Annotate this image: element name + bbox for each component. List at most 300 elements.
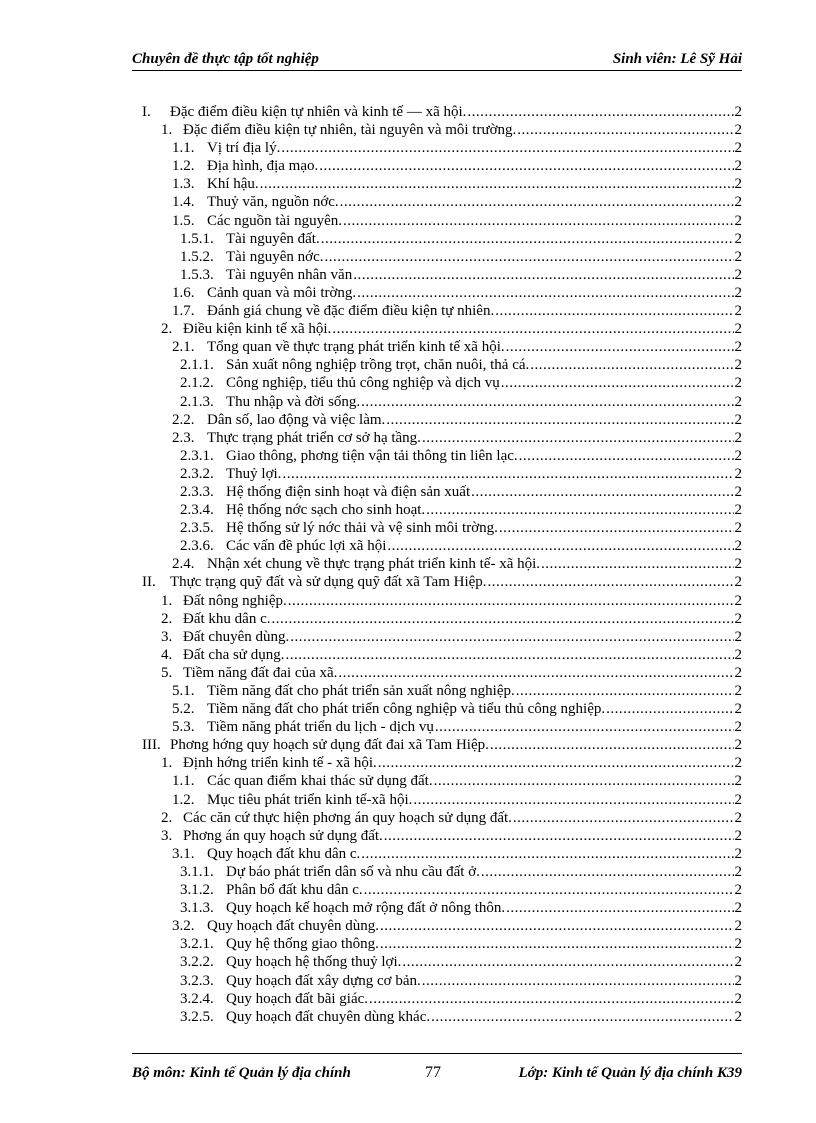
toc-entry-title: Đặc điểm điều kiện tự nhiên, tài nguyên và môi trường. <box>183 122 517 139</box>
toc-leader-dots <box>422 429 734 447</box>
header-student-name: Sinh viên: Lê Sỹ Hải <box>612 51 742 67</box>
toc-entry-title: Thực trạng quỹ đất và sử dụng quỹ đất xã Tam Hiệp. <box>170 574 487 591</box>
toc-leader-dots <box>290 628 734 646</box>
toc-entry-title: Điều kiện kinh tế xã hội. <box>183 321 332 338</box>
page-footer <box>132 1053 742 1084</box>
toc-leader-dots <box>361 845 734 863</box>
toc-entry-line <box>161 320 742 338</box>
toc-entry[interactable] <box>0 338 816 356</box>
toc-entry-title: Quy hoạch đất xây dựng cơ bản. <box>226 972 421 989</box>
toc-entry-number: 2.1. <box>172 339 195 356</box>
toc-entry[interactable] <box>0 809 816 827</box>
toc-entry-title: Tiềm năng phát triển du lịch - dịch vụ <box>207 719 434 736</box>
toc-entry-page: 2 <box>734 284 742 301</box>
toc-entry-title: Đất cha sử dụng. <box>183 646 285 663</box>
toc-leader-dots <box>516 682 734 700</box>
toc-entry-number: 3.2. <box>172 918 195 935</box>
toc-entry[interactable] <box>0 736 816 754</box>
toc-entry-line <box>180 266 742 284</box>
toc-entry-page: 2 <box>734 827 742 844</box>
toc-entry-page: 2 <box>734 863 742 880</box>
toc-entry[interactable] <box>0 610 816 628</box>
toc-entry-page: 2 <box>734 465 742 482</box>
toc-entry-title: Tổng quan về thực trạng phát triển kinh tế xã hội. <box>207 339 505 356</box>
toc-leader-dots <box>467 103 734 121</box>
toc-entry-line <box>172 284 742 302</box>
toc-entry-number: 4. <box>161 646 173 663</box>
footer-page-number: 77 <box>425 1064 441 1081</box>
toc-entry-line <box>172 338 742 356</box>
toc-entry-line <box>142 573 742 591</box>
toc-entry[interactable] <box>0 953 816 971</box>
toc-entry-page: 2 <box>734 592 742 609</box>
toc-entry-title: Đất chuyên dùng. <box>183 628 290 645</box>
toc-leader-dots <box>325 248 735 266</box>
toc-entry-line <box>172 791 742 809</box>
toc-leader-dots <box>340 193 734 211</box>
table-of-contents <box>0 103 816 1026</box>
toc-entry-page: 2 <box>734 122 742 139</box>
toc-entry-line <box>161 610 742 628</box>
toc-entry-line <box>172 718 742 736</box>
toc-leader-dots <box>530 356 734 374</box>
toc-leader-dots <box>426 501 734 519</box>
toc-entry-page: 2 <box>734 303 742 320</box>
toc-entry-line <box>142 736 742 754</box>
toc-entry[interactable] <box>0 411 816 429</box>
toc-entry[interactable] <box>0 881 816 899</box>
toc-leader-dots <box>380 917 734 935</box>
toc-entry[interactable] <box>0 266 816 284</box>
toc-entry-title: Dự báo phát triển dân số và nhu cầu đất ở. <box>226 863 480 880</box>
page-header <box>132 50 742 71</box>
toc-entry[interactable] <box>0 501 816 519</box>
toc-entry-number: 3.2.1. <box>180 936 214 953</box>
toc-entry-title: Thu nhập và đời sống. <box>226 393 361 410</box>
toc-entry-title: Hệ thống sử lý nớc thải và vệ sinh môi trờng. <box>226 520 498 537</box>
toc-entry-title: Các căn cứ thực hiện phơng án quy hoạch sử dụng đất. <box>183 809 512 826</box>
toc-entry[interactable] <box>0 917 816 935</box>
toc-entry-page: 2 <box>734 954 742 971</box>
toc-entry-line <box>142 103 742 121</box>
toc-entry-page: 2 <box>734 701 742 718</box>
toc-entry-title: Quy hoạch đất chuyên dùng khác. <box>226 1008 431 1025</box>
toc-entry-number: 3.2.4. <box>180 990 214 1007</box>
toc-entry-line <box>180 990 742 1008</box>
toc-entry-page: 2 <box>734 809 742 826</box>
toc-entry-title: Quy hoạch đất chuyên dùng. <box>207 918 380 935</box>
toc-entry-number: 1.7. <box>172 303 195 320</box>
toc-entry[interactable] <box>0 139 816 157</box>
toc-entry-page: 2 <box>734 1008 742 1025</box>
toc-entry-line <box>161 827 742 845</box>
toc-entry-number: 2.3.5. <box>180 520 214 537</box>
toc-entry[interactable] <box>0 212 816 230</box>
toc-entry[interactable] <box>0 845 816 863</box>
toc-entry[interactable] <box>0 827 816 845</box>
toc-entry-page: 2 <box>734 212 742 229</box>
toc-entry-line <box>180 953 742 971</box>
toc-entry-page: 2 <box>734 791 742 808</box>
toc-entry-number: 1.4. <box>172 194 195 211</box>
toc-entry[interactable] <box>0 320 816 338</box>
toc-entry[interactable] <box>0 284 816 302</box>
toc-entry-line <box>180 1008 742 1026</box>
toc-entry-title: Đất nông nghiệp. <box>183 592 287 609</box>
toc-entry-title: Các nguồn tài nguyên. <box>207 212 342 229</box>
toc-entry-page: 2 <box>734 158 742 175</box>
toc-entry-title: Địa hình, địa mạo. <box>207 158 319 175</box>
toc-leader-dots <box>285 646 734 664</box>
toc-entry-line <box>180 356 742 374</box>
toc-entry-page: 2 <box>734 429 742 446</box>
toc-entry-line <box>180 519 742 537</box>
toc-entry-number: 1.5.2. <box>180 248 214 265</box>
toc-entry-number: 3.2.2. <box>180 954 214 971</box>
toc-entry-title: Quy hoạch đất bãi giác. <box>226 990 369 1007</box>
toc-entry-number: 2.1.3. <box>180 393 214 410</box>
toc-entry-line <box>180 483 742 501</box>
toc-entry-number: 2.2. <box>172 411 195 428</box>
toc-entry-number: 3.1.1. <box>180 863 214 880</box>
toc-entry-page: 2 <box>734 176 742 193</box>
toc-leader-dots <box>384 827 734 845</box>
toc-entry-number: III. <box>142 737 161 754</box>
toc-entry-page: 2 <box>734 447 742 464</box>
toc-entry-page: 2 <box>734 411 742 428</box>
toc-leader-dots <box>271 610 734 628</box>
toc-entry-number: 2. <box>161 610 173 627</box>
toc-entry-page: 2 <box>734 357 742 374</box>
toc-leader-dots <box>321 230 734 248</box>
toc-leader-dots <box>369 990 734 1008</box>
toc-entry[interactable] <box>0 537 816 555</box>
toc-entry[interactable] <box>0 248 816 266</box>
toc-entry-title: Quy hệ thống giao thông. <box>226 936 379 953</box>
toc-entry-title: Tiềm năng đất cho phát triển công nghiệp và tiểu thủ công nghiệp. <box>207 701 606 718</box>
toc-leader-dots <box>319 157 734 175</box>
toc-entry-page: 2 <box>734 194 742 211</box>
toc-entry[interactable] <box>0 230 816 248</box>
toc-entry-line <box>172 193 742 211</box>
toc-entry[interactable] <box>0 302 816 320</box>
toc-leader-dots <box>378 754 734 772</box>
toc-leader-dots <box>338 664 734 682</box>
toc-entry-title: Quy hoạch đất khu dân c. <box>207 845 361 862</box>
toc-entry-line <box>172 139 742 157</box>
toc-entry-title: Dân số, lao động và việc làm. <box>207 411 386 428</box>
toc-entry-title: Tiềm năng đất đai của xã. <box>183 664 338 681</box>
toc-entry-title: Nhận xét chung về thực trạng phát triển kinh tế- xã hội. <box>207 556 541 573</box>
toc-entry[interactable] <box>0 700 816 718</box>
toc-leader-dots <box>387 537 734 555</box>
toc-entry-line <box>172 157 742 175</box>
toc-entry-page: 2 <box>734 230 742 247</box>
toc-entry-title: Hệ thống điện sinh hoạt và điện sản xuất <box>226 483 471 500</box>
toc-entry-line <box>161 754 742 772</box>
toc-entry[interactable] <box>0 990 816 1008</box>
toc-leader-dots <box>506 338 734 356</box>
toc-leader-dots <box>386 411 734 429</box>
toc-entry-title: Thuỷ lợi. <box>226 465 282 482</box>
toc-entry-number: 2.3.6. <box>180 538 214 555</box>
toc-entry-number: 3. <box>161 827 173 844</box>
toc-entry-page: 2 <box>734 755 742 772</box>
toc-entry[interactable] <box>0 863 816 881</box>
toc-entry[interactable] <box>0 447 816 465</box>
toc-entry-title: Các vấn đề phúc lợi xã hội <box>226 538 387 555</box>
toc-entry[interactable] <box>0 718 816 736</box>
toc-leader-dots <box>488 573 734 591</box>
toc-entry-number: 2. <box>161 321 173 338</box>
toc-entry-number: 1.5. <box>172 212 195 229</box>
toc-entry-line <box>180 230 742 248</box>
toc-entry-title: Tài nguyên nớc. <box>226 248 324 265</box>
toc-leader-dots <box>434 772 734 790</box>
toc-entry-line <box>172 555 742 573</box>
toc-entry-number: 3.2.3. <box>180 972 214 989</box>
toc-leader-dots <box>506 899 734 917</box>
toc-leader-dots <box>495 302 734 320</box>
toc-leader-dots <box>260 175 734 193</box>
toc-entry-number: I. <box>142 104 151 120</box>
toc-leader-dots <box>606 700 734 718</box>
toc-entry-title: Tài nguyên nhân văn <box>226 266 353 283</box>
toc-entry[interactable] <box>0 791 816 809</box>
toc-entry[interactable] <box>0 103 816 121</box>
toc-entry[interactable] <box>0 374 816 392</box>
toc-leader-dots <box>402 953 734 971</box>
toc-entry-line <box>172 682 742 700</box>
toc-entry-line <box>161 646 742 664</box>
toc-entry[interactable] <box>0 573 816 591</box>
toc-entry-number: 3.1.2. <box>180 882 214 899</box>
toc-entry-title: Đánh giá chung về đặc điểm điều kiện tự nhiên. <box>207 303 495 320</box>
toc-entry-page: 2 <box>734 140 742 157</box>
toc-entry-page: 2 <box>734 339 742 356</box>
toc-entry-line <box>161 628 742 646</box>
toc-entry-line <box>180 465 742 483</box>
toc-leader-dots <box>281 139 734 157</box>
toc-entry-title: Vị trí địa lý. <box>207 140 281 157</box>
toc-entry[interactable] <box>0 646 816 664</box>
toc-entry-line <box>172 411 742 429</box>
toc-entry-title: Khí hậu. <box>207 176 259 193</box>
toc-entry[interactable] <box>0 519 816 537</box>
toc-entry[interactable] <box>0 628 816 646</box>
toc-leader-dots <box>490 736 734 754</box>
toc-entry-title: Giao thông, phơng tiện vận tải thông tin liên lạc. <box>226 447 518 464</box>
toc-entry-number: 1. <box>161 122 173 139</box>
toc-entry-line <box>180 863 742 881</box>
toc-entry-page: 2 <box>734 574 742 591</box>
toc-entry[interactable] <box>0 682 816 700</box>
toc-entry-page: 2 <box>734 936 742 953</box>
toc-entry-title: Quy hoạch kế hoạch mở rộng đất ở nông thôn. <box>226 900 506 917</box>
toc-entry-title: Sản xuất nông nghiệp trồng trọt, chăn nuôi, thả cá. <box>226 357 530 374</box>
toc-entry-number: 3.1.3. <box>180 900 214 917</box>
toc-entry-page: 2 <box>734 538 742 555</box>
toc-entry-page: 2 <box>734 483 742 500</box>
footer-department: Bộ môn: Kinh tế Quản lý địa chính <box>132 1065 351 1081</box>
toc-entry-number: 1.1. <box>172 773 195 790</box>
toc-entry-page: 2 <box>734 737 742 754</box>
toc-entry[interactable] <box>0 483 816 501</box>
toc-entry-page: 2 <box>734 773 742 790</box>
toc-leader-dots <box>513 809 734 827</box>
toc-leader-dots <box>435 718 734 736</box>
toc-entry-title: Quy hoạch hệ thống thuỷ lợi. <box>226 954 402 971</box>
toc-leader-dots <box>357 284 734 302</box>
toc-entry-line <box>180 972 742 990</box>
toc-entry[interactable] <box>0 193 816 211</box>
toc-entry-title: Phơng hớng quy hoạch sử dụng đất đai xã Tam Hiệp. <box>170 737 489 754</box>
toc-leader-dots <box>282 465 734 483</box>
toc-entry[interactable] <box>0 157 816 175</box>
toc-entry-number: 2.3.3. <box>180 483 214 500</box>
toc-entry-title: Mục tiêu phát triển kinh tế-xã hội. <box>207 791 413 808</box>
toc-leader-dots <box>353 266 734 284</box>
toc-entry-line <box>180 537 742 555</box>
toc-entry-number: 1. <box>161 755 173 772</box>
toc-leader-dots <box>332 320 734 338</box>
toc-entry[interactable] <box>0 465 816 483</box>
toc-entry-title: Định hớng triển kinh tế - xã hội. <box>183 755 377 772</box>
toc-entry[interactable] <box>0 772 816 790</box>
toc-entry[interactable] <box>0 555 816 573</box>
toc-entry[interactable] <box>0 1008 816 1026</box>
toc-entry-page: 2 <box>734 610 742 627</box>
toc-entry[interactable] <box>0 356 816 374</box>
toc-entry-number: 2.4. <box>172 556 195 573</box>
toc-entry-number: 5.2. <box>172 701 195 718</box>
toc-entry-number: 1.5.1. <box>180 230 214 247</box>
toc-entry[interactable] <box>0 175 816 193</box>
toc-entry-line <box>180 899 742 917</box>
toc-entry-line <box>172 175 742 193</box>
toc-leader-dots <box>364 881 734 899</box>
toc-entry-line <box>172 700 742 718</box>
toc-entry-number: 1.2. <box>172 158 195 175</box>
toc-entry-title: Thực trạng phát triển cơ sở hạ tầng. <box>207 429 421 446</box>
toc-entry-number: 2.3.2. <box>180 465 214 482</box>
toc-entry-title: Tài nguyên đất. <box>226 230 320 247</box>
toc-entry-page: 2 <box>734 393 742 410</box>
toc-entry-line <box>161 121 742 139</box>
toc-entry[interactable] <box>0 592 816 610</box>
toc-leader-dots <box>481 863 734 881</box>
toc-entry[interactable] <box>0 972 816 990</box>
toc-entry-page: 2 <box>734 845 742 862</box>
toc-entry-page: 2 <box>734 882 742 899</box>
toc-leader-dots <box>499 519 734 537</box>
toc-entry-line <box>161 592 742 610</box>
toc-entry-line <box>172 917 742 935</box>
toc-entry[interactable] <box>0 664 816 682</box>
toc-leader-dots <box>501 374 734 392</box>
toc-entry-number: 2.1.1. <box>180 357 214 374</box>
toc-entry-number: 5.1. <box>172 683 195 699</box>
toc-entry-line <box>172 845 742 863</box>
toc-entry-title: Hệ thống nớc sạch cho sinh hoạt. <box>226 502 426 519</box>
toc-leader-dots <box>380 935 734 953</box>
toc-entry-number: 3. <box>161 628 173 645</box>
toc-entry-number: 1.2. <box>172 791 195 808</box>
toc-entry-line <box>180 501 742 519</box>
toc-entry-number: II. <box>142 574 156 591</box>
toc-entry[interactable] <box>0 935 816 953</box>
toc-entry-number: 5. <box>161 664 173 681</box>
toc-leader-dots <box>413 791 734 809</box>
toc-entry-line <box>161 664 742 682</box>
toc-entry[interactable] <box>0 429 816 447</box>
toc-entry-line <box>172 429 742 447</box>
toc-entry-number: 1. <box>161 592 173 609</box>
toc-leader-dots <box>343 212 734 230</box>
toc-entry-number: 2.3.1. <box>180 447 214 464</box>
toc-entry-number: 1.5.3. <box>180 266 214 283</box>
toc-entry-number: 3.2.5. <box>180 1008 214 1025</box>
toc-leader-dots <box>541 555 734 573</box>
toc-leader-dots <box>288 592 734 610</box>
toc-entry-title: Đặc điểm điều kiện tự nhiên và kinh tế — xã hội. <box>170 104 467 120</box>
toc-entry-number: 5.3. <box>172 719 195 736</box>
toc-entry[interactable] <box>0 899 816 917</box>
toc-entry-page: 2 <box>734 556 742 573</box>
toc-leader-dots <box>517 121 734 139</box>
toc-entry-number: 3.1. <box>172 845 195 862</box>
toc-entry-page: 2 <box>734 321 742 338</box>
toc-entry-line <box>172 212 742 230</box>
toc-entry[interactable] <box>0 754 816 772</box>
toc-entry-line <box>180 935 742 953</box>
toc-entry-line <box>180 393 742 411</box>
toc-leader-dots <box>361 393 734 411</box>
toc-entry-number: 2.3.4. <box>180 502 214 519</box>
toc-entry-line <box>180 374 742 392</box>
toc-entry-line <box>161 809 742 827</box>
toc-entry-page: 2 <box>734 266 742 283</box>
toc-entry-title: Tiềm năng đất cho phát triển sản xuất nông nghiệp. <box>207 683 515 699</box>
toc-leader-dots <box>422 972 734 990</box>
toc-entry-page: 2 <box>734 900 742 917</box>
toc-entry-page: 2 <box>734 248 742 265</box>
toc-leader-dots <box>431 1008 734 1026</box>
header-document-title: Chuyên đề thực tập tốt nghiệp <box>132 51 319 67</box>
toc-entry-page: 2 <box>734 375 742 392</box>
toc-entry-number: 1.3. <box>172 176 195 193</box>
toc-entry-title: Phơng án quy hoạch sử dụng đất. <box>183 827 383 844</box>
toc-entry-page: 2 <box>734 502 742 519</box>
toc-entry-page: 2 <box>734 520 742 537</box>
toc-leader-dots <box>519 447 734 465</box>
toc-entry-page: 2 <box>734 104 742 120</box>
toc-entry-page: 2 <box>734 664 742 681</box>
toc-entry-number: 1.1. <box>172 140 195 157</box>
toc-entry-number: 1.6. <box>172 284 195 301</box>
toc-entry-title: Công nghiệp, tiểu thủ công nghiệp và dịch vụ <box>226 375 500 392</box>
toc-entry[interactable] <box>0 393 816 411</box>
toc-entry-page: 2 <box>734 646 742 663</box>
toc-entry-line <box>172 772 742 790</box>
toc-leader-dots <box>471 483 734 501</box>
toc-entry-page: 2 <box>734 683 742 699</box>
toc-entry-title: Các quan điểm khai thác sử dụng đất. <box>207 773 433 790</box>
toc-entry[interactable] <box>0 121 816 139</box>
footer-class: Lớp: Kinh tế Quản lý địa chính K39 <box>518 1065 742 1081</box>
toc-entry-number: 2.1.2. <box>180 375 214 392</box>
toc-entry-line <box>180 881 742 899</box>
